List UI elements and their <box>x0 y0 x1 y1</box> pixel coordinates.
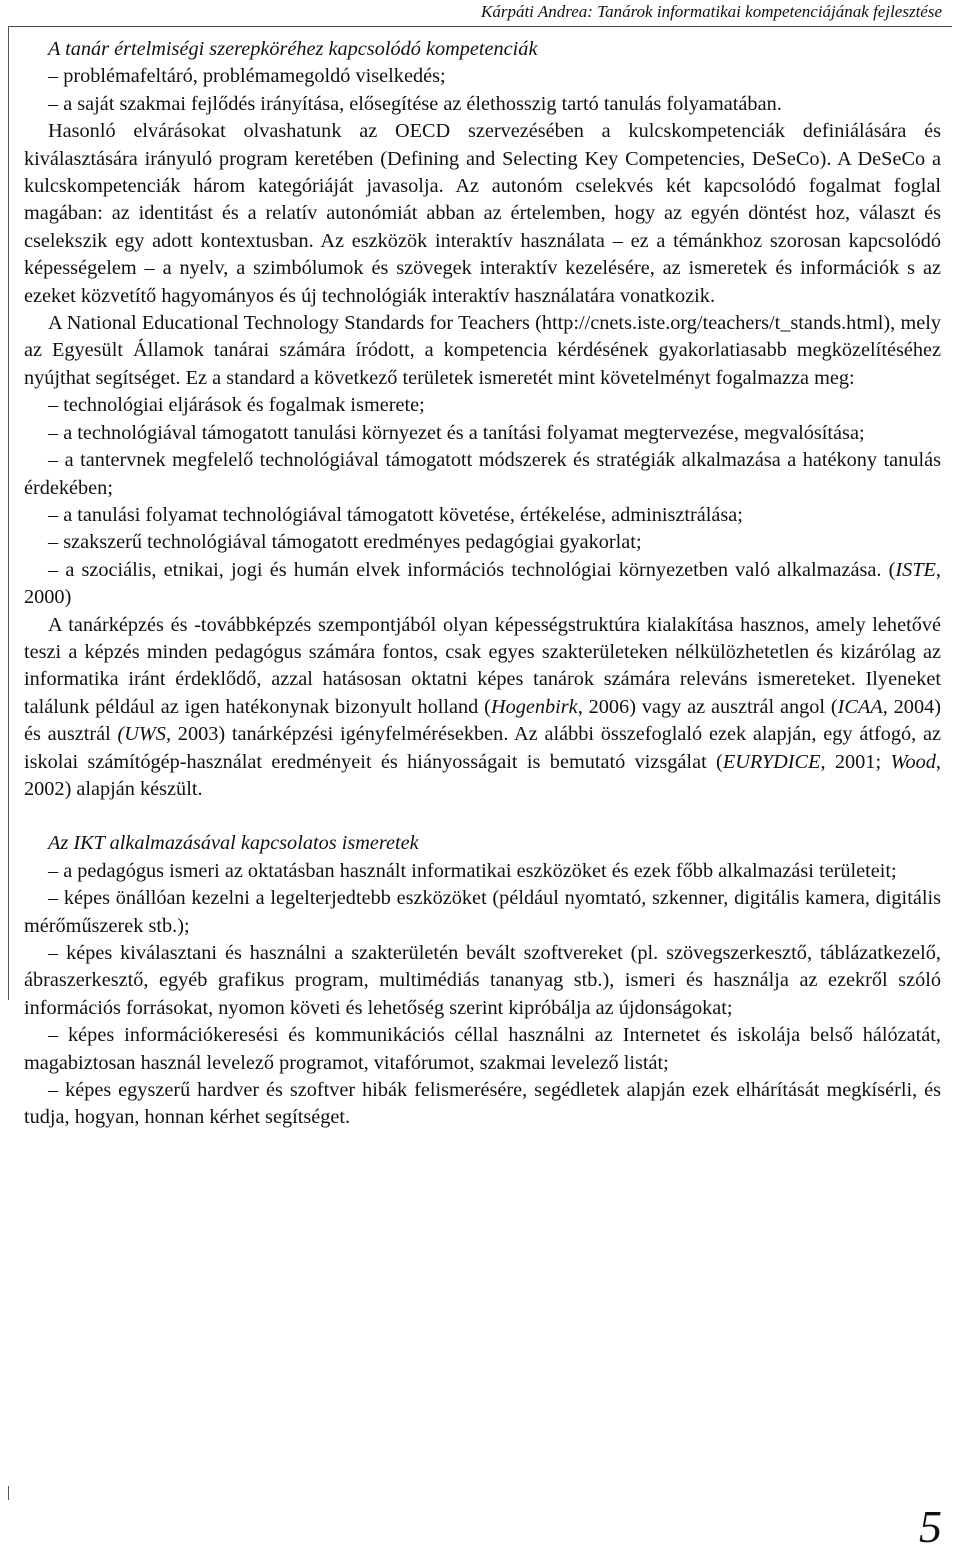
margin-line-bottom <box>8 1486 9 1500</box>
text-span: , 2004) és ausztrál <box>24 695 941 746</box>
list-item: – képes önállóan kezelni a legelterjedtebb eszközöket (például nyomtató, szkenner, digitális kamera, digitális mérőműszerek stb.); <box>24 887 941 937</box>
list-item: – a tantervnek megfelelő technológiával támogatott módszerek és stratégiák alkalmazása a hatékony tanulás érdekében; <box>24 449 941 499</box>
list-item: – képes kiválasztani és használni a szakterületén bevált szoftvereket (pl. szövegszerkesztő, táblázatkezelő, ábraszerkesztő, egyéb grafikus program, multimédiás tananyag stb.), ismeri és használja az ezekről szóló információs forrásokat, nyomon követi és lehetőség szerint kipróbálja az újdonságokat; <box>24 942 941 1019</box>
margin-line <box>8 26 9 1000</box>
text-span: , 2003) tanárképzési igényfelmérésekben. Az alábbi összefoglaló ezek alapján, egy átfogó, az iskolai számítógép-használat eredményeit és hiányosságait is bemutató vizsgálat ( <box>24 723 941 773</box>
text-span: A tanárképzés és -továbbképzés szempontjából olyan képességstruktúra kialakítása hasznos, amely lehetővé teszi a képzés minden pedagógus számára fontos, csak egyes szakterületeken nélkülözhetetlen és kizárólag az informatika iránt érdeklődő, azzal hatásosan oktatni képes tanárok számára releváns ismereteket. Ilyeneket találunk például az igen hatékonynak bizonyult holland ( <box>24 613 941 718</box>
list-item-text: – a szociális, etnikai, jogi és humán elvek információs technológiai környezetben való alkalmazása. ( <box>48 558 896 581</box>
citation-wood: Wood <box>890 750 936 773</box>
list-item: – képes információkeresési és kommunikációs céllal használni az Internetet és iskolája belső hálózatát, magabiztosan használ levelező programot, vitafórumot, szakmai levelező listát; <box>24 1024 941 1074</box>
section-heading-ict: Az IKT alkalmazásával kapcsolatos ismeretek <box>48 832 419 855</box>
list-item: – képes egyszerű hardver és szoftver hibák felismerésére, segédletek alapján ezek elhárítását megkísérli, és tudja, hogyan, honnan kérhet segítséget. <box>24 1079 941 1129</box>
page-content <box>24 36 941 1132</box>
list-item: – a technológiával támogatott tanulási környezet és a tanítási folyamat megtervezése, megvalósítása; <box>48 421 865 444</box>
section-heading-teacher-role: A tanár értelmiségi szerepköréhez kapcsolódó kompetenciák <box>48 38 538 60</box>
section-gap <box>24 803 941 830</box>
list-item: – szakszerű technológiával támogatott eredményes pedagógiai gyakorlat; <box>48 531 642 554</box>
citation-iste: ISTE <box>895 558 936 581</box>
paragraph-nets: A National Educational Technology Standards for Teachers (http://cnets.iste.org/teachers/t_stands.html), mely az Egyesült Államok tanárai számára íródott, a kompetencia kérdésének gyakorlatiasabb megközelítéséhez nyújthat segítséget. Ez a standard a következő területek ismeretét mint követelményt fogalmazza meg: <box>24 312 941 389</box>
page-number: 5 <box>919 1501 942 1552</box>
text-span: , 2001; <box>820 750 891 773</box>
header-rule <box>8 26 952 27</box>
paragraph-oecd: Hasonló elvárásokat olvashatunk az OECD szervezésében a kulcskompetenciák definiálására és kiválasztására irányuló program keretében (Defining and Selecting Key Competencies, DeSeCo). A DeSeCo a kulcskompetenciák három kategóriáját javasolja. Az autonóm cselekvés két kapcsolódó fogalmat foglal magában: az identitást és a relatív autonómiát abban az értelemben, hogy az egyén döntést hoz, választ és cselekszik egy adott kontextusban. Az eszközök interaktív használata – ez a témánkhoz szorosan kapcsolódó képességelem – a nyelv, a szimbólumok és szövegek interaktív kezelésére, az ismeretek és információk s az ezeket közvetítő hagyományos és új technológiák interaktív használatára vonatkozik. <box>24 120 941 307</box>
citation-uws: (UWS <box>117 723 166 746</box>
paragraph-teacher-training <box>24 612 941 804</box>
citation-eurydice: EURYDICE <box>722 750 821 773</box>
list-item: – a tanulási folyamat technológiával támogatott követése, értékelése, adminisztrálása; <box>48 503 743 526</box>
citation-year: , 2000) <box>24 558 941 609</box>
list-item: – problémafeltáró, problémamegoldó viselkedés; <box>48 65 446 88</box>
list-item-with-citation <box>24 557 941 612</box>
list-item: – a saját szakmai fejlődés irányítása, elősegítése az élethosszig tartó tanulás folyamatában. <box>48 92 782 115</box>
list-item: – a pedagógus ismeri az oktatásban használt informatikai eszközöket és ezek főbb alkalmazási területeit; <box>48 859 897 882</box>
running-header: Kárpáti Andrea: Tanárok informatikai kompetenciájának fejlesztése <box>481 2 942 21</box>
text-span: , 2002) alapján készült. <box>24 750 941 800</box>
text-span: , 2006) vagy az ausztrál angol ( <box>577 695 838 718</box>
list-item: – technológiai eljárások és fogalmak ismerete; <box>48 394 425 417</box>
citation-hogenbirk: Hogenbirk <box>490 695 578 718</box>
citation-icaa: ICAA <box>837 695 883 718</box>
